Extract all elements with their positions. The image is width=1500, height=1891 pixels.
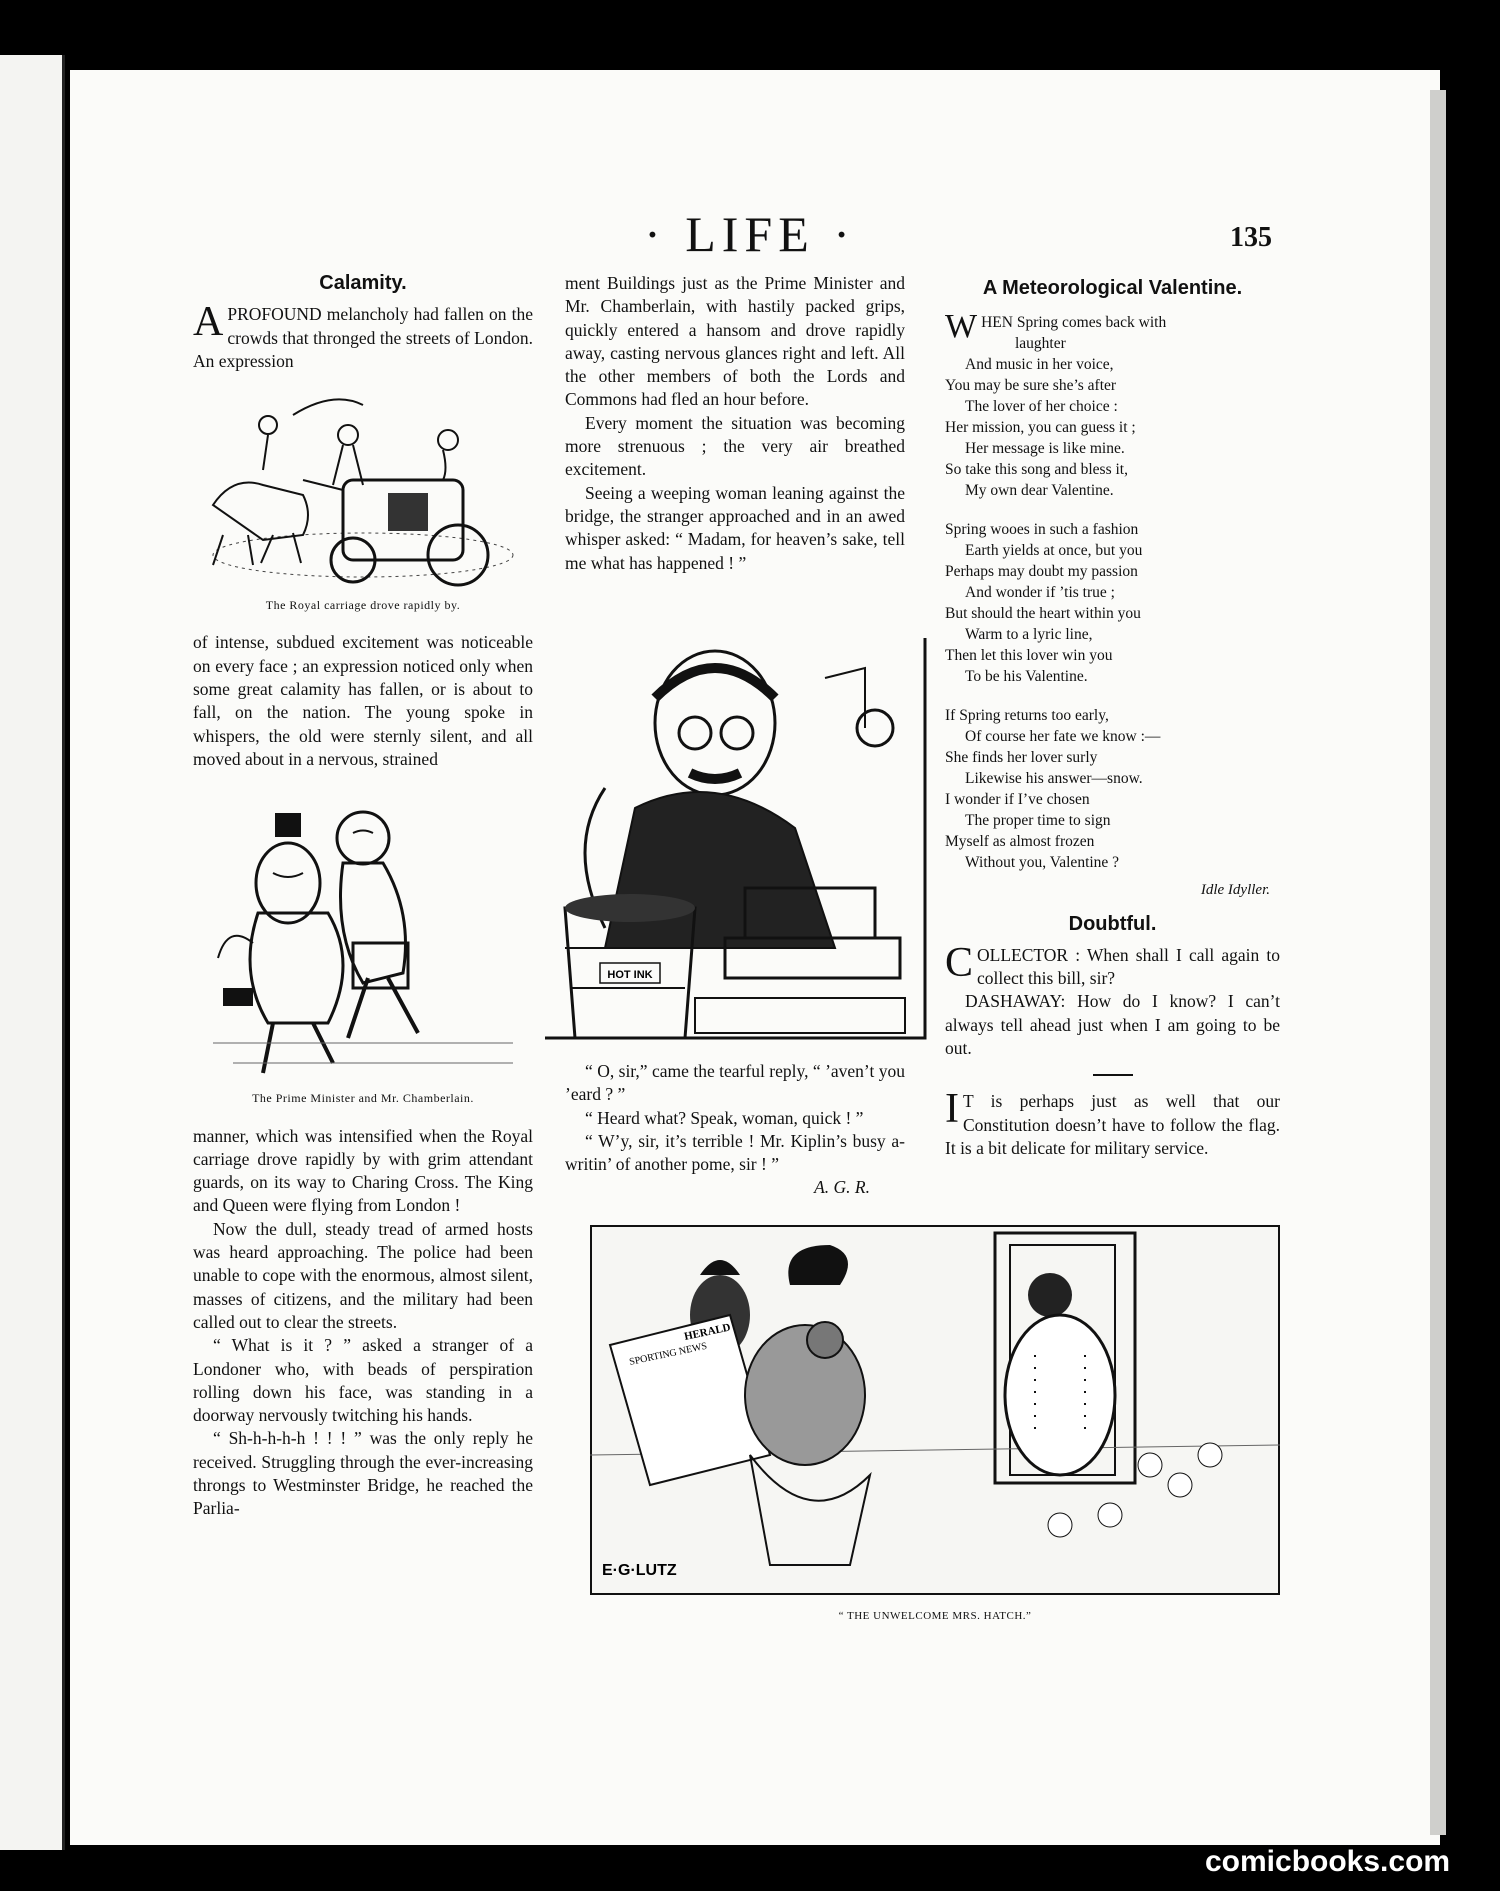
page-number: 135	[1230, 222, 1272, 253]
poem-line: Of course her fate we know :—	[965, 728, 1161, 746]
caption-prime-minister: The Prime Minister and Mr. Chamberlain.	[252, 1091, 474, 1106]
calamity-paragraph-1c: manner, which was intensified when the Royal carriage drove rapidly by with grim attendant guards, on its way to Charing Cross. The King and Queen were flying from London !	[193, 1125, 533, 1216]
calamity-paragraph-8: “ O, sir,” came the tearful reply, “ ’aven’t you ’eard ? ”	[565, 1061, 905, 1105]
valentine-heading: A Meteorological Valentine.	[982, 277, 1243, 299]
stanza-2	[945, 519, 1280, 687]
constitution-paragraph: I T is perhaps just as well that our Constitution doesn’t have to follow the flag. It is a bit delicate for military service.	[945, 1086, 1280, 1158]
calamity-paragraph-6: Every moment the situation was becoming more strenuous ; the very air breathed excitement.	[565, 412, 905, 480]
drop-cap: C	[945, 939, 974, 986]
poem-line: I wonder if I’ve chosen	[945, 791, 1090, 809]
column-2-continued	[565, 1060, 905, 1200]
newspaper-title-1: SPORTING NEWS	[628, 1340, 709, 1368]
drop-cap: W	[945, 308, 978, 346]
poem-line: She finds her lover surly	[945, 749, 1098, 767]
hot-ink-label: HOT INK	[607, 969, 653, 981]
valentine-signature: Idle Idyller.	[1200, 882, 1270, 899]
poem-line: The proper time to sign	[965, 812, 1111, 830]
poem-line: Likewise his answer—snow.	[965, 770, 1143, 788]
cartoon-caption: “ THE UNWELCOME MRS. HATCH.”	[838, 1610, 1032, 1622]
poem-line: Perhaps may doubt my passion	[945, 563, 1138, 581]
calamity-paragraph-10: “ W’y, sir, it’s terrible ! Mr. Kiplin’s busy a-writin’ of another pome, sir ! ”	[565, 1130, 905, 1175]
column-2	[565, 272, 905, 575]
masthead-title: · LIFE ·	[644, 206, 856, 262]
site-watermark: comicbooks.com	[1205, 1845, 1451, 1878]
poem-line: Spring wooes in such a fashion	[945, 521, 1139, 539]
poem-line: If Spring returns too early,	[945, 707, 1109, 725]
poem-line: Without you, Valentine ?	[965, 854, 1120, 872]
poem-line: To be his Valentine.	[965, 668, 1088, 686]
doubtful-collector-line: COLLECTOR : When shall I call again to collect this bill, sir?	[945, 939, 1280, 989]
unwelcome-mrs-hatch-cartoon	[590, 1225, 1280, 1595]
poem-line: WHEN Spring comes back with	[945, 308, 1167, 346]
doubtful-heading: Doubtful.	[1068, 912, 1157, 935]
valentine-poem	[945, 308, 1280, 873]
royal-carriage-illustration	[193, 385, 533, 590]
drop-cap: A	[193, 299, 224, 346]
poem-line: Her mission, you can guess it ;	[945, 419, 1136, 437]
drop-cap: I	[945, 1086, 959, 1133]
poem-line: Then let this lover win you	[945, 647, 1113, 665]
column-1	[193, 272, 533, 1521]
column-3	[945, 277, 1280, 1160]
calamity-paragraph-9: “ Heard what? Speak, woman, quick ! ”	[585, 1107, 864, 1128]
section-divider	[1093, 1074, 1133, 1076]
poem-line: And wonder if ’tis true ;	[965, 584, 1115, 602]
poem-line: laughter	[1015, 335, 1066, 353]
doubtful-dashaway-line: DASHAWAY: How do I know? I can’t always tell ahead just when I am going to be out.	[945, 991, 1280, 1059]
poem-line: So take this song and bless it,	[945, 461, 1128, 479]
calamity-paragraph-1a: APROFOUND melancholy had fallen on the crowds that thronged the streets of London. An expression	[193, 299, 533, 371]
calamity-paragraph-1b: of intense, subdued excitement was noticeable on every face ; an expression noticed only when some great calamity has fallen, or is about to fall, on the nation. The young spoke in whispers, the old were sternly silent, and all moved about in a nervous, strained	[193, 632, 533, 769]
artist-signature: E·G·LUTZ	[602, 1562, 677, 1579]
poem-line: Myself as almost frozen	[945, 833, 1095, 851]
calamity-paragraph-4: “ Sh-h-h-h-h ! ! ! ” was the only reply he received. Struggling through the ever-increasing throngs to Westminster Bridge, he reached the Parlia-	[193, 1428, 533, 1519]
newspaper-title-2: HERALD	[683, 1321, 732, 1343]
calamity-paragraph-2: Now the dull, steady tread of armed hosts was heard approaching. The police had been unable to cope with the enormous, almost silent, masses of citizens, and the military had been called out to clear the streets.	[193, 1218, 533, 1332]
prime-minister-chamberlain-illustration	[213, 793, 513, 1083]
calamity-paragraph-3: “ What is it ? ” asked a stranger of a Londoner who, with beads of perspiration rolling down his face, was standing in a doorway nervously twitching his hands.	[193, 1335, 533, 1426]
kipling-writing-illustration	[545, 638, 930, 1043]
left-page-edge	[0, 55, 65, 1850]
stanza-3	[945, 705, 1280, 873]
calamity-signature: A. G. R.	[814, 1177, 870, 1198]
stanza-1	[945, 308, 1280, 501]
poem-line: Her message is like mine.	[965, 440, 1125, 458]
calamity-paragraph-5: ment Buildings just as the Prime Minister and Mr. Chamberlain, with hastily packed grips, quickly entered a hansom and drove rapidly away, casting nervous glances right and left. All the other members of both the Lords and Commons had fled an hour before.	[565, 273, 905, 410]
poem-line: The lover of her choice :	[965, 398, 1118, 416]
poem-line: My own dear Valentine.	[965, 482, 1114, 500]
page-shadow	[1430, 90, 1446, 1835]
poem-line: And music in her voice,	[965, 356, 1114, 374]
poem-line: You may be sure she’s after	[945, 377, 1117, 395]
poem-line: But should the heart within you	[945, 605, 1141, 623]
poem-line: Earth yields at once, but you	[965, 542, 1143, 560]
poem-line: Warm to a lyric line,	[965, 626, 1093, 644]
caption-royal-carriage: The Royal carriage drove rapidly by.	[265, 598, 461, 613]
calamity-paragraph-7: Seeing a weeping woman leaning against the bridge, the stranger approached and in an awed whisper asked: “ Madam, for heaven’s sake, tell me what has happened ! ”	[565, 482, 905, 573]
calamity-heading: Calamity.	[319, 272, 407, 294]
